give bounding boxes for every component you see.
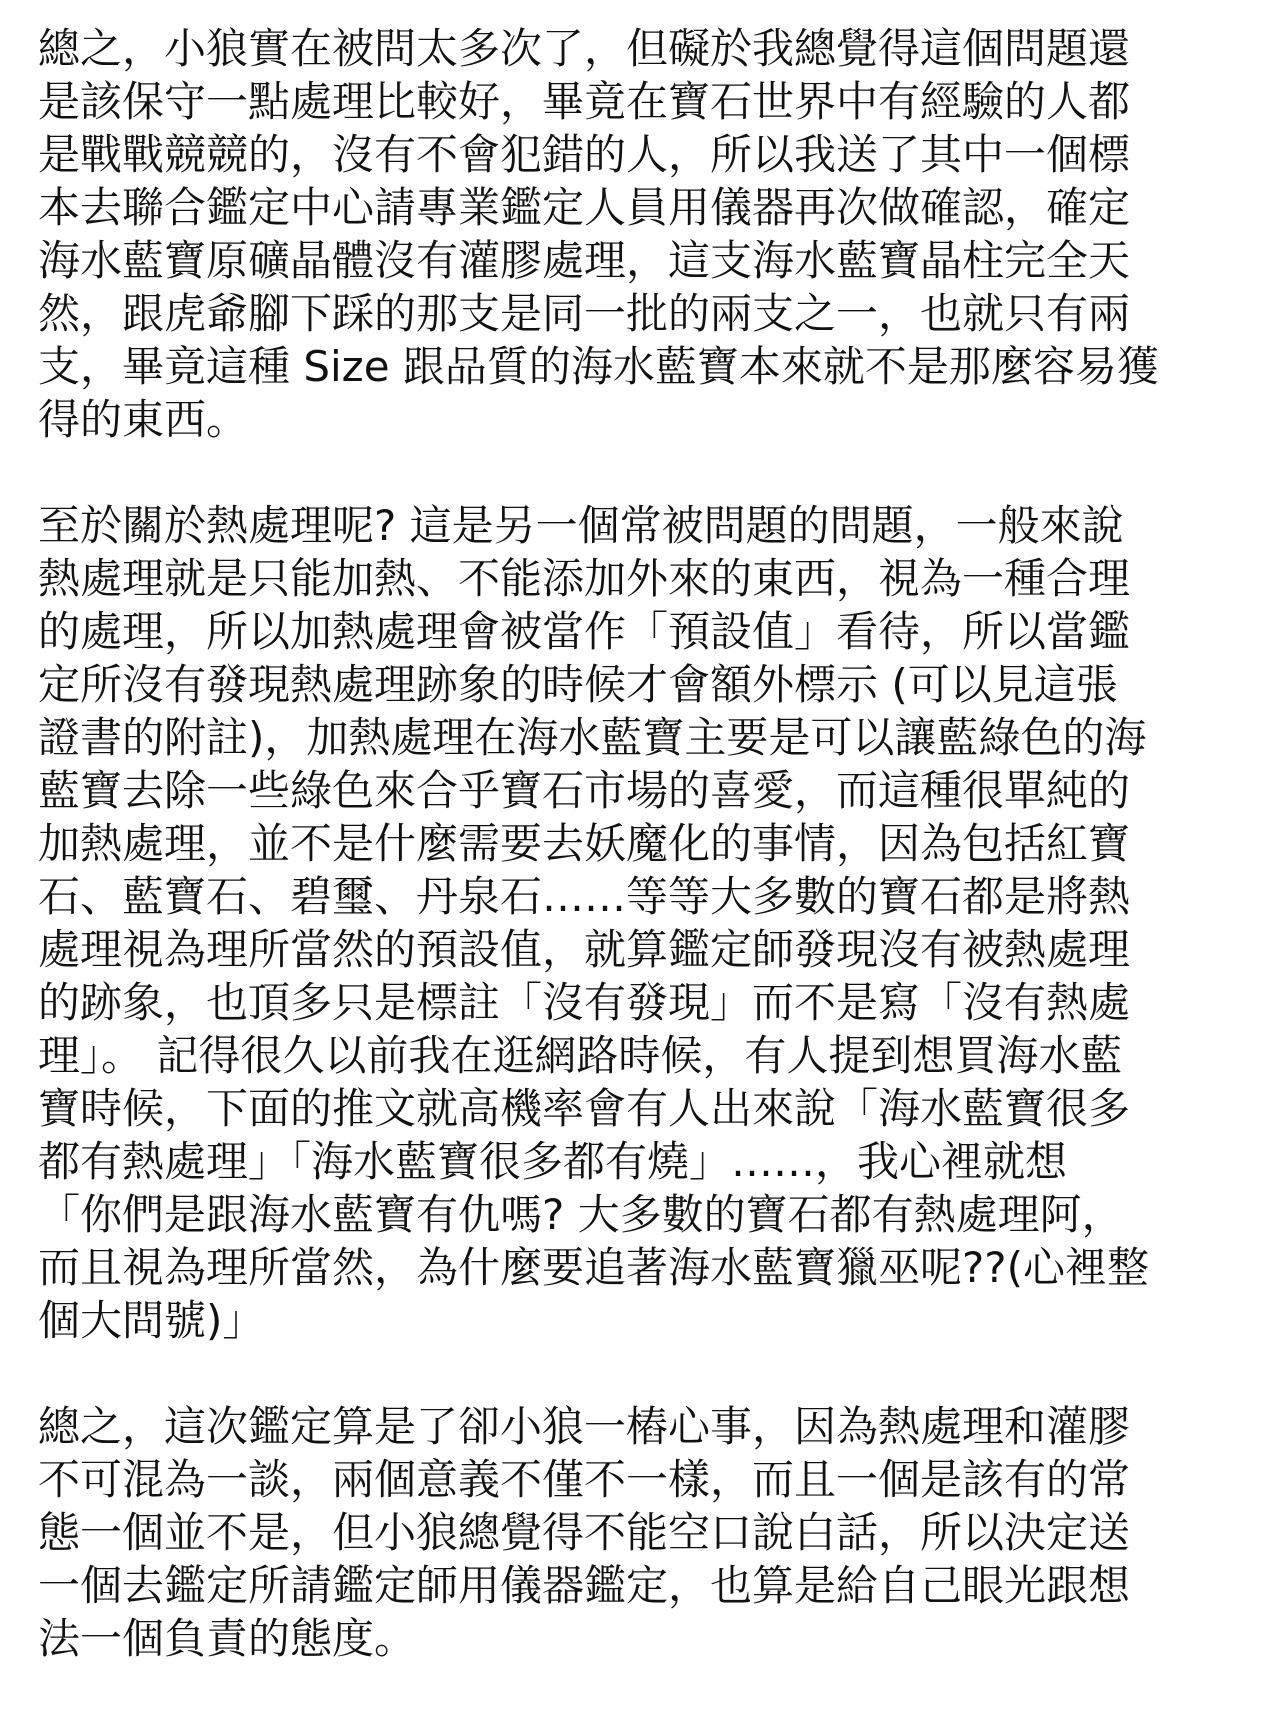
text-line: 處理視為理所當然的預設值，就算鑑定師發現沒有被熱處理 <box>38 925 1131 974</box>
text-line: 石、藍寶石、碧璽、丹泉石……等等大多數的寶石都是將熱 <box>38 872 1131 921</box>
text-line: 法一個負責的態度。 <box>38 1614 417 1663</box>
text-line: 是該保守一點處理比較好，畢竟在寶石世界中有經驗的人都 <box>38 77 1131 126</box>
text-line: 是戰戰競競的，沒有不會犯錯的人，所以我送了其中一個標 <box>38 130 1131 179</box>
text-line: 支，畢竟這種 Size 跟品質的海水藍寶本來就不是那麼容易獲 <box>38 342 1159 391</box>
text-line: 而且視為理所當然，為什麼要追著海水藍寶獵巫呢??(心裡整 <box>38 1243 1149 1292</box>
text-line: 至於關於熱處理呢? 這是另一個常被問題的問題，一般來說 <box>38 501 1124 550</box>
text-line: 然，跟虎爺腳下踩的那支是同一批的兩支之一，也就只有兩 <box>38 289 1131 338</box>
article-body <box>38 22 1258 1718</box>
text-line: 態一個並不是，但小狼總覺得不能空口說白話，所以決定送 <box>38 1508 1131 1557</box>
text-line: 本去聯合鑑定中心請專業鑑定人員用儀器再次做確認，確定 <box>38 183 1131 232</box>
text-line: 得的東西。 <box>38 395 249 444</box>
text-line: 熱處理就是只能加熱、不能添加外來的東西，視為一種合理 <box>38 554 1131 603</box>
text-line: 的跡象，也頂多只是標註「沒有發現」而不是寫「沒有熱處 <box>38 978 1131 1027</box>
text-line: 個大問號)」 <box>38 1296 265 1345</box>
text-line: 總之，小狼實在被問太多次了，但礙於我總覺得這個問題還 <box>38 24 1131 73</box>
text-line: 寶時候，下面的推文就高機率會有人出來說「海水藍寶很多 <box>38 1084 1131 1133</box>
text-line: 理」。 記得很久以前我在逛網路時候，有人提到想買海水藍 <box>38 1031 1123 1080</box>
text-line: 加熱處理，並不是什麼需要去妖魔化的事情，因為包括紅寶 <box>38 819 1131 868</box>
text-line: 不可混為一談，兩個意義不僅不一樣，而且一個是該有的常 <box>38 1455 1131 1504</box>
text-line: 海水藍寶原礦晶體沒有灌膠處理，這支海水藍寶晶柱完全天 <box>38 236 1131 285</box>
text-line: 藍寶去除一些綠色來合乎寶石市場的喜愛，而這種很單純的 <box>38 766 1131 815</box>
text-line: 都有熱處理」「海水藍寶很多都有燒」……，我心裡就想 <box>38 1137 1068 1186</box>
text-line: 定所沒有發現熱處理跡象的時候才會額外標示 (可以見這張 <box>38 660 1118 709</box>
text-line: 「你們是跟海水藍寶有仇嗎? 大多數的寶石都有熱處理阿， <box>38 1190 1124 1239</box>
text-line: 的處理，所以加熱處理會被當作「預設值」看待，所以當鑑 <box>38 607 1131 656</box>
text-line: 一個去鑑定所請鑑定師用儀器鑑定，也算是給自己眼光跟想 <box>38 1561 1131 1610</box>
text-line: 證書的附註)，加熱處理在海水藍寶主要是可以讓藍綠色的海 <box>38 713 1147 762</box>
paragraph-2 <box>38 499 1258 1347</box>
text-line: 總之，這次鑑定算是了卻小狼一樁心事，因為熱處理和灌膠 <box>38 1402 1131 1451</box>
paragraph-1 <box>38 22 1258 446</box>
paragraph-3 <box>38 1400 1258 1665</box>
